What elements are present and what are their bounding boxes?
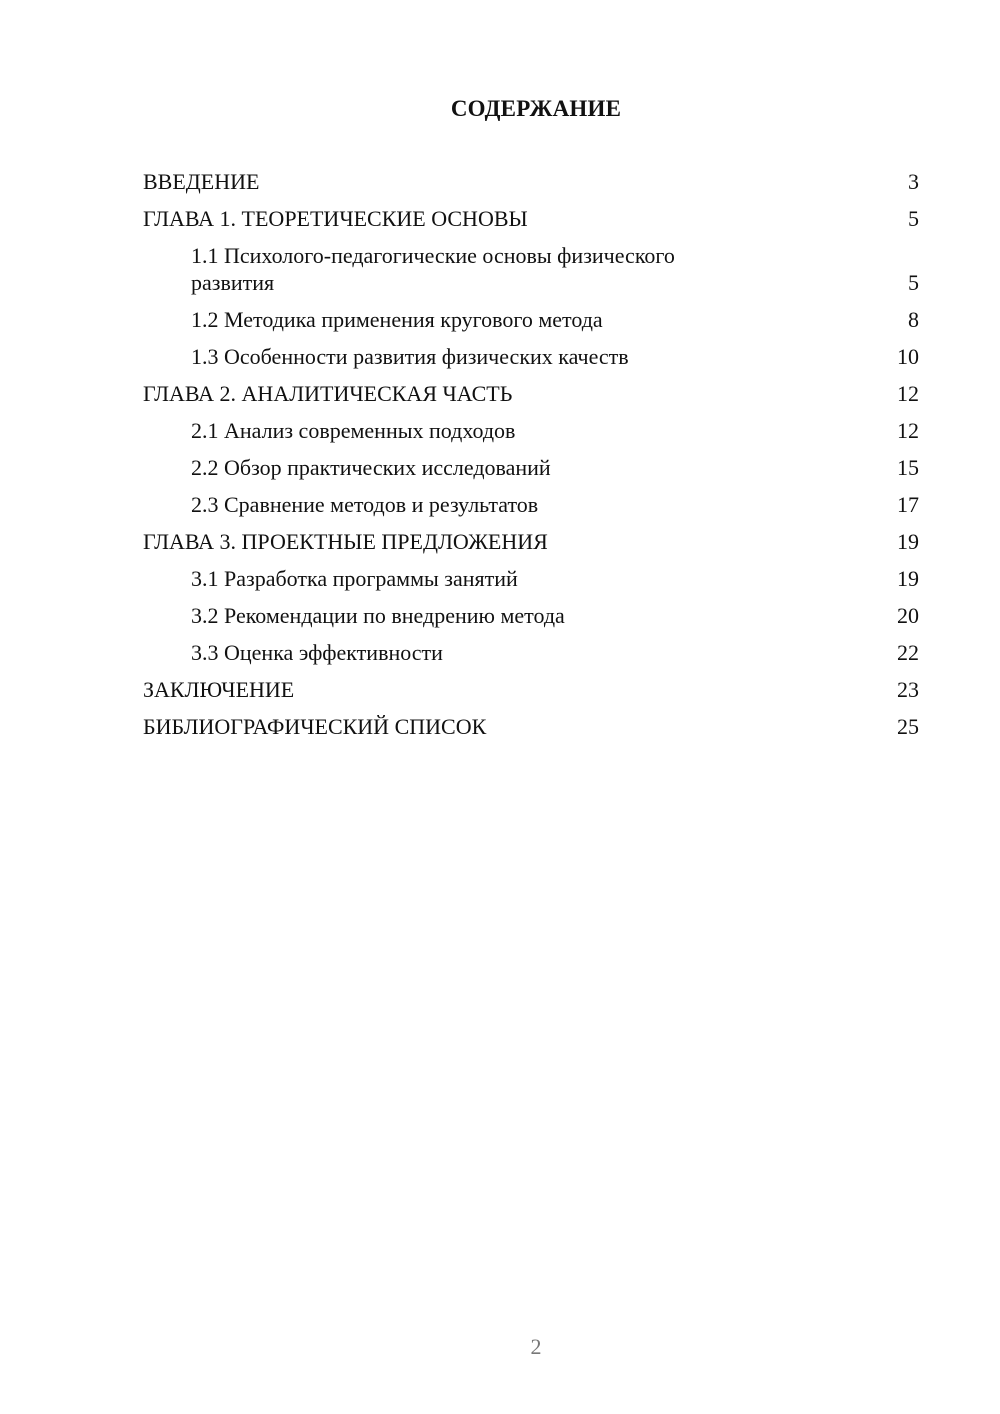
toc-entry-label: 1.2 Методика применения кругового метода (191, 307, 603, 332)
toc-entry-section-1-2[interactable] (143, 306, 919, 333)
toc-entry-page: 15 (897, 455, 919, 480)
toc-entry-label: 3.3 Оценка эффективности (191, 640, 443, 665)
toc-entry-page: 12 (897, 418, 919, 443)
page-title: СОДЕРЖАНИЕ (450, 96, 622, 121)
toc-entry-page: 20 (897, 603, 919, 628)
toc-entry-page: 25 (897, 714, 919, 739)
page-number: 2 (530, 1334, 542, 1359)
toc-entry-section-3-3[interactable] (143, 639, 919, 666)
toc-entry-label: ГЛАВА 1. ТЕОРЕТИЧЕСКИЕ ОСНОВЫ (143, 206, 528, 231)
toc-entry-page: 19 (897, 566, 919, 591)
toc-entry-label: ГЛАВА 3. ПРОЕКТНЫЕ ПРЕДЛОЖЕНИЯ (143, 529, 548, 554)
toc-entry-page: 17 (897, 492, 919, 517)
toc-entry-page: 5 (908, 270, 919, 295)
toc-entry-chapter-2[interactable] (143, 380, 919, 407)
toc-entry-label: ГЛАВА 2. АНАЛИТИЧЕСКАЯ ЧАСТЬ (143, 381, 513, 406)
toc-entry-section-2-1[interactable] (143, 417, 919, 444)
toc-entry-chapter-3[interactable] (143, 528, 919, 555)
toc-entry-section-2-3[interactable] (143, 491, 919, 518)
toc-entry-label: 2.2 Обзор практических исследований (191, 455, 551, 480)
toc-entry-label: ВВЕДЕНИЕ (143, 169, 260, 194)
toc-entry-page: 5 (908, 206, 919, 231)
toc-entry-label: 2.3 Сравнение методов и результатов (191, 492, 539, 517)
table-of-contents (143, 168, 919, 750)
toc-entry-label: 1.1 Психолого-педагогические основы физического развития (191, 243, 675, 295)
toc-entry-conclusion[interactable] (143, 676, 919, 703)
toc-entry-label: 3.2 Рекомендации по внедрению метода (191, 603, 565, 628)
toc-entry-bibliography[interactable] (143, 713, 919, 740)
toc-entry-page: 10 (897, 344, 919, 369)
toc-entry-label: 3.1 Разработка программы занятий (191, 566, 518, 591)
toc-entry-introduction[interactable] (143, 168, 919, 195)
toc-entry-page: 3 (908, 169, 919, 194)
toc-entry-page: 19 (897, 529, 919, 554)
toc-entry-section-3-1[interactable] (143, 565, 919, 592)
toc-entry-page: 8 (908, 307, 919, 332)
toc-entry-label: БИБЛИОГРАФИЧЕСКИЙ СПИСОК (143, 714, 487, 739)
toc-entry-chapter-1[interactable] (143, 205, 919, 232)
toc-entry-label: 2.1 Анализ современных подходов (191, 418, 516, 443)
toc-entry-section-2-2[interactable] (143, 454, 919, 481)
toc-entry-page: 12 (897, 381, 919, 406)
toc-entry-page: 23 (897, 677, 919, 702)
toc-entry-section-1-3[interactable] (143, 343, 919, 370)
toc-entry-label: ЗАКЛЮЧЕНИЕ (143, 677, 295, 702)
toc-entry-section-1-1[interactable] (143, 242, 919, 296)
toc-entry-section-3-2[interactable] (143, 602, 919, 629)
toc-entry-page: 22 (897, 640, 919, 665)
toc-entry-label: 1.3 Особенности развития физических качеств (191, 344, 629, 369)
